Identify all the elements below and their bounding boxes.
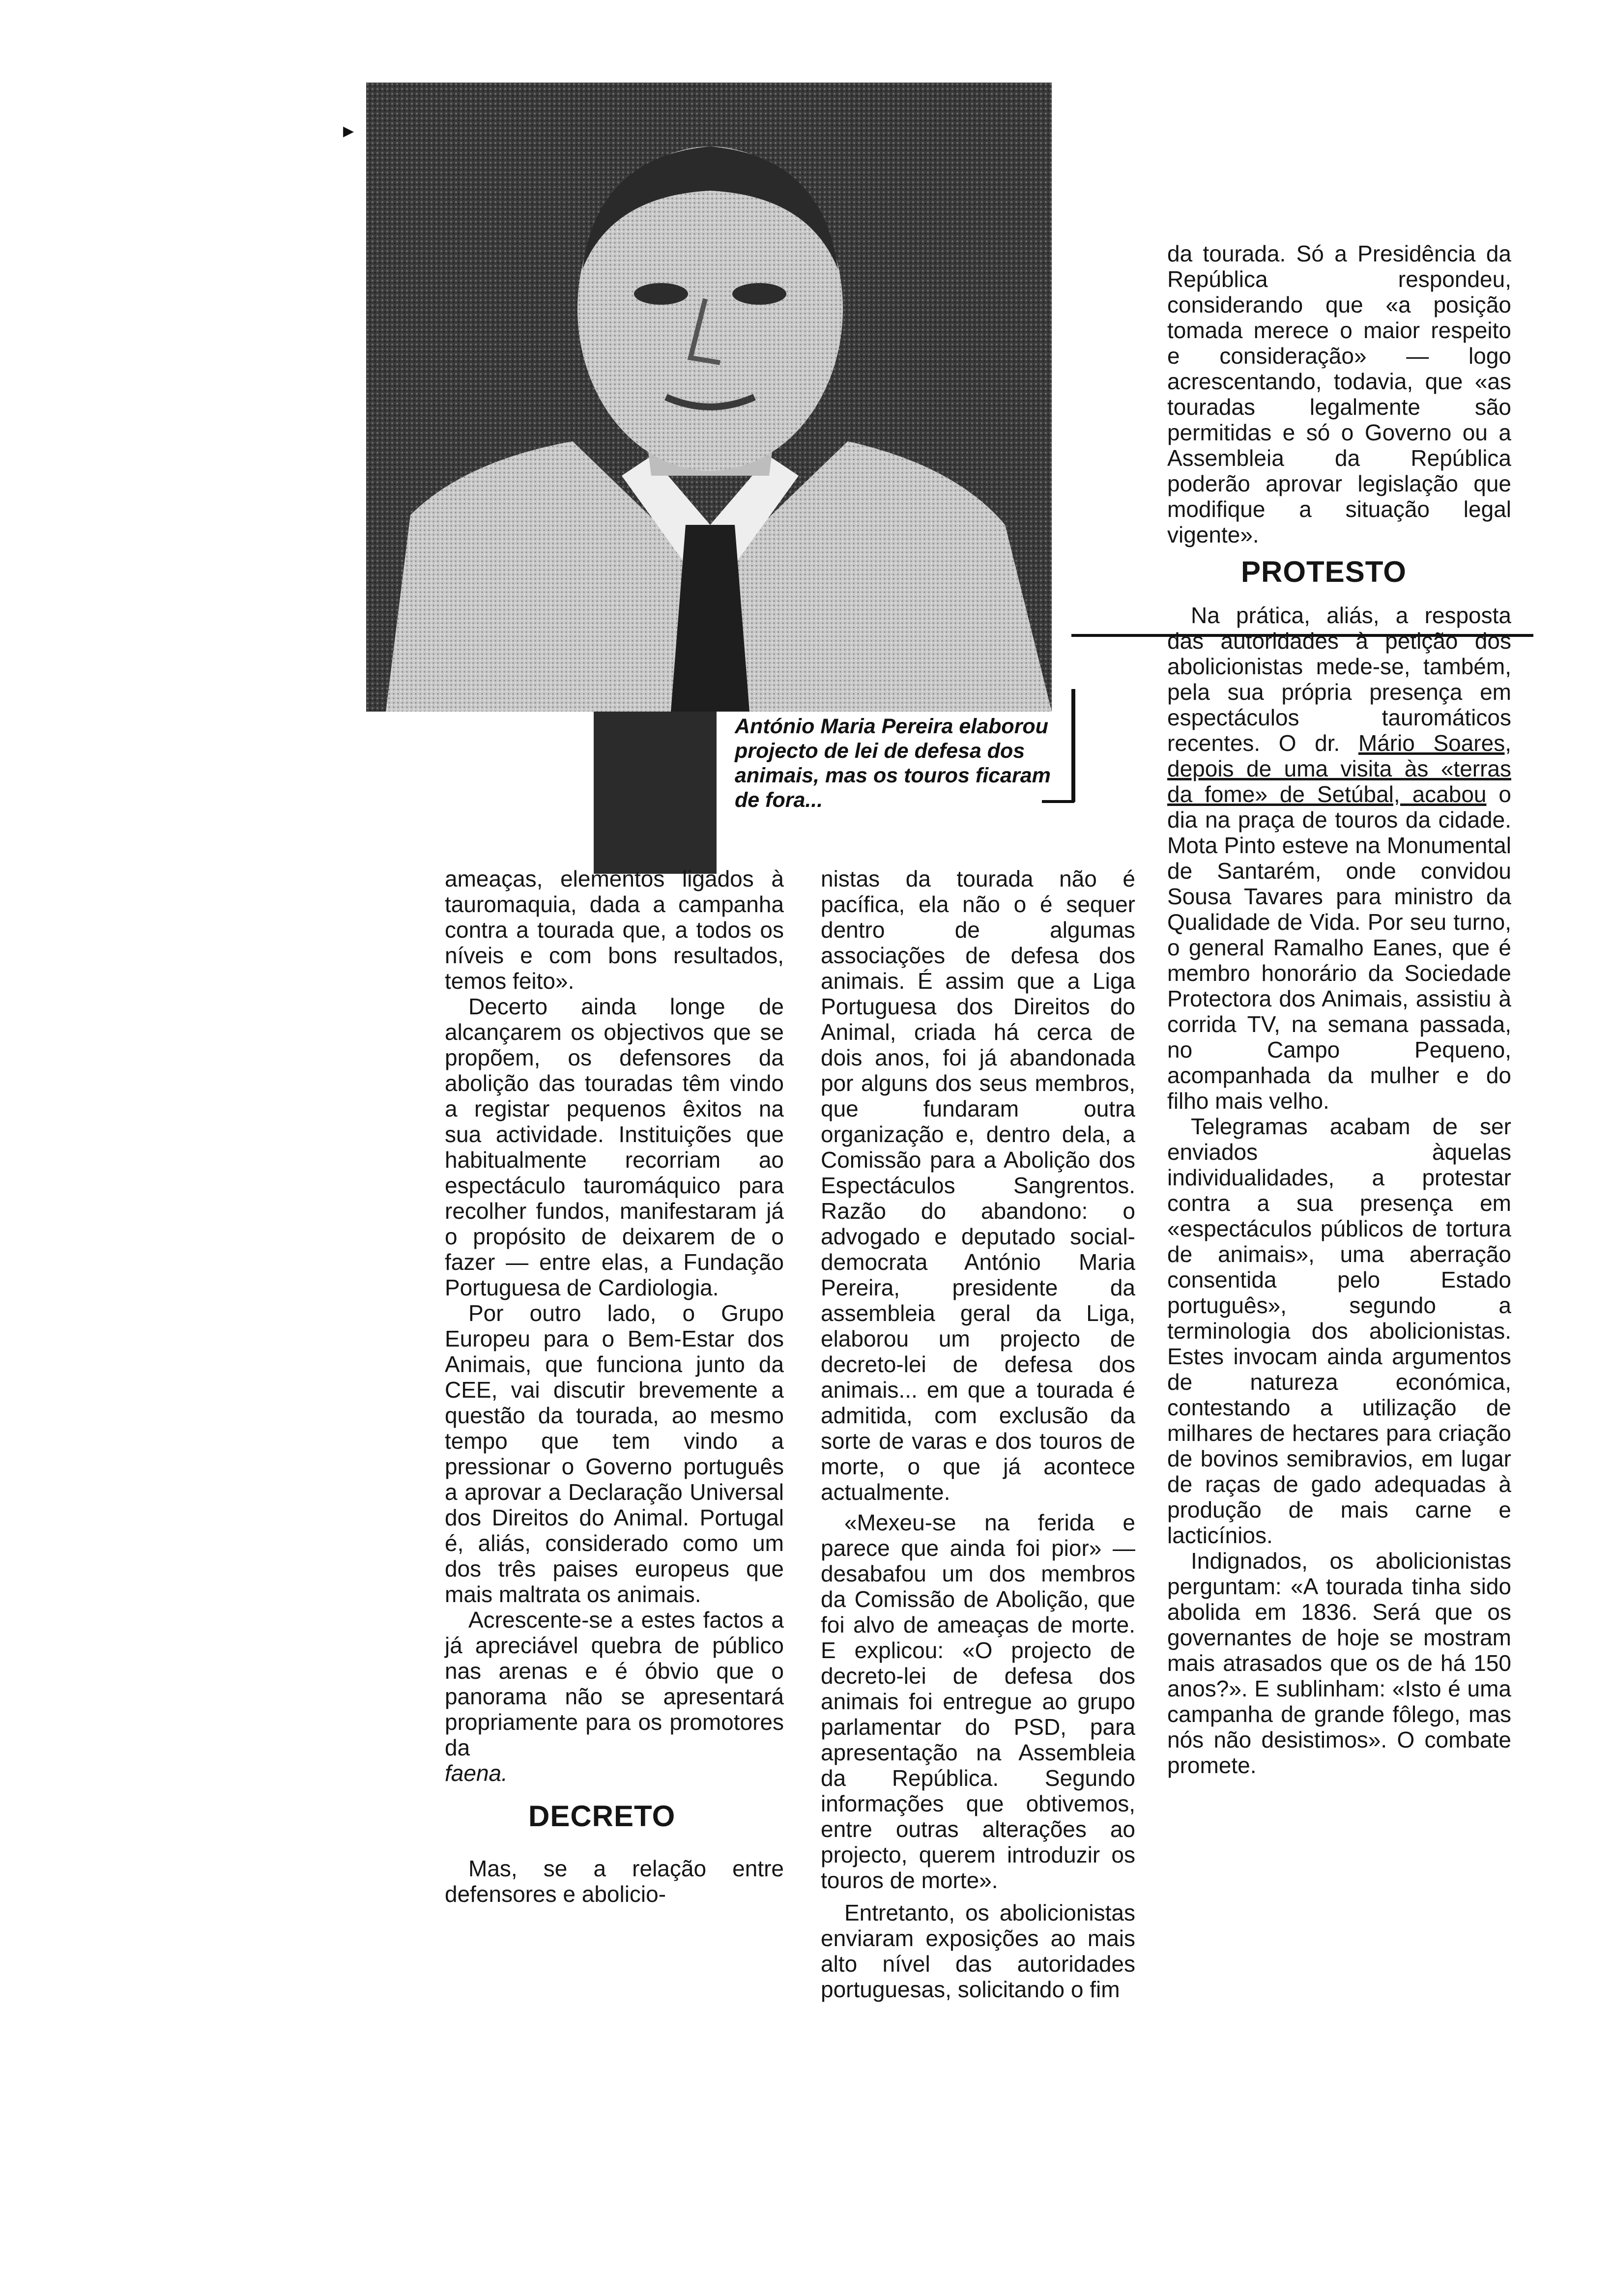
underlined-text: Mário Soares, depois de uma visita às «terras da fome» de Setúbal, acabou [1167, 730, 1511, 807]
paragraph: Indignados, os abolicionistas perguntam: «A tourada tinha sido abolida em 1836. Será que os governantes de hoje se mostram mais atrasados que os de há 150 anos?». E sublinham: «Isto é uma campanha de grande fôlego, mas nós não desistimos». O combate promete. [1167, 1548, 1511, 1778]
article-column-1 [445, 866, 784, 1907]
paragraph: Telegramas acabam de ser enviados àquelas individualidades, a protestar contra a sua presença em «espectáculos públicos de tortura de animais», uma aberração consentida pelo Estado português», segundo a terminologia dos abolicionistas. Estes invocam ainda argumentos de natureza económica, contestando a utilização de milhares de hectares para criação de bovinos semibravios, em lugar de raças de gado adequadas à produção de mais carne e lacticínios. [1167, 1114, 1511, 1548]
paragraph: «Mexeu-se na ferida e parece que ainda foi pior» — desabafou um dos membros da Comissão de Abolição, que foi alvo de ameaças de morte. E explicou: «O projecto de decreto-lei de defesa dos animais foi entregue ao grupo parlamentar do PSD, para apresentação na Assembleia da República. Segundo informações que obtivemos, entre outras alterações ao projecto, querem introduzir os touros de morte». [821, 1510, 1135, 1893]
paragraph-text: Na prática, aliás, a resposta das autoridades à petição dos abolicionistas mede-se, também, pela sua própria presença em espectáculos tauromáticos recentes. O dr. [1167, 603, 1511, 756]
section-heading-decreto: DECRETO [528, 1800, 676, 1833]
paragraph: ameaças, elementos ligados à tauromaquia, dada a campanha contra a tourada que, a todos os níveis e com bons resultados, temos feito». [445, 866, 784, 994]
paragraph: faena. [445, 1760, 508, 1786]
paragraph: Entretanto, os abolicionistas enviaram exposições ao mais alto nível das autoridades portuguesas, solicitando o fim [821, 1900, 1135, 2002]
portrait-figure [366, 83, 1052, 712]
article-column-3 [1167, 241, 1511, 1778]
scan-mark: ▸ [343, 118, 354, 143]
paragraph [1167, 603, 1511, 1114]
paragraph: Decerto ainda longe de alcançarem os objectivos que se propõem, os defensores da abolição das touradas têm vindo a registar pequenos êxitos na sua actividade. Instituições que habitualmente recorriam ao espectáculo tauromáquico para recolher fundos, manifestaram já o propósito de deixarem de o fazer — entre elas, a Fundação Portuguesa de Cardiologia. [445, 994, 784, 1300]
paragraph-text: o dia na praça de touros da cidade. Mota Pinto esteve na Monumental de Santarém, onde convidou Sousa Tavares para ministro da Qualidade de Vida. Por seu turno, o general Ramalho Eanes, que é membro honorário da Sociedade Protectora dos Animais, assistiu à corrida TV, na semana passada, no Campo Pequeno, acompanhada da mulher e do filho mais velho. [1167, 781, 1511, 1114]
article-column-2 [821, 866, 1135, 2002]
paragraph: Mas, se a relação entre defensores e abolicio- [445, 1856, 784, 1907]
caption-frame-line-bottom [1042, 800, 1074, 803]
photo-caption: António Maria Pereira elaborou projecto de lei de defesa dos animais, mas os touros ficaram de fora... [735, 715, 1051, 812]
portrait-photo [366, 83, 1052, 712]
paragraph: Por outro lado, o Grupo Europeu para o Bem-Estar dos Animais, que funciona junto da CEE, vai discutir brevemente a questão da tourada, ao mesmo tempo que tem vindo a pressionar o Governo português a aprovar a Declaração Universal dos Direitos do Animal. Portugal é, aliás, considerado como um dos três paises europeus que mais maltrata os animais. [445, 1300, 784, 1607]
section-heading-protesto: PROTESTO [1241, 555, 1407, 588]
paragraph: Acrescente-se a estes factos a já apreciável quebra de público nas arenas e é óbvio que o panorama não se apresentará propriamente para os promotores da [445, 1607, 784, 1760]
paragraph: nistas da tourada não é pacífica, ela não o é sequer dentro de algumas associações de defesa dos animais. É assim que a Liga Portuguesa dos Direitos do Animal, criada há cerca de dois anos, foi já abandonada por alguns dos seus membros, que fundaram outra organização e, dentro dela, a Comissão para a Abolição dos Espectáculos Sangrentos. Razão do abandono: o advogado e deputado social-democrata António Maria Pereira, presidente da assembleia geral da Liga, elaborou um projecto de decreto-lei de defesa dos animais... em que a tourada é admitida, com exclusão da sorte de varas e dos touros de morte, o que já acontece actualmente. [821, 866, 1135, 1505]
caption-frame-line [1071, 689, 1075, 802]
paragraph: da tourada. Só a Presidência da República respondeu, considerando que «a posição tomada merece o maior respeito e consideração» — logo acrescentando, todavia, que «as touradas legalmente são permitidas e só o Governo ou a Assembleia da República poderão aprovar legislação que modifique a situação legal vigente». [1167, 241, 1511, 547]
photo-extension-block [594, 712, 717, 874]
